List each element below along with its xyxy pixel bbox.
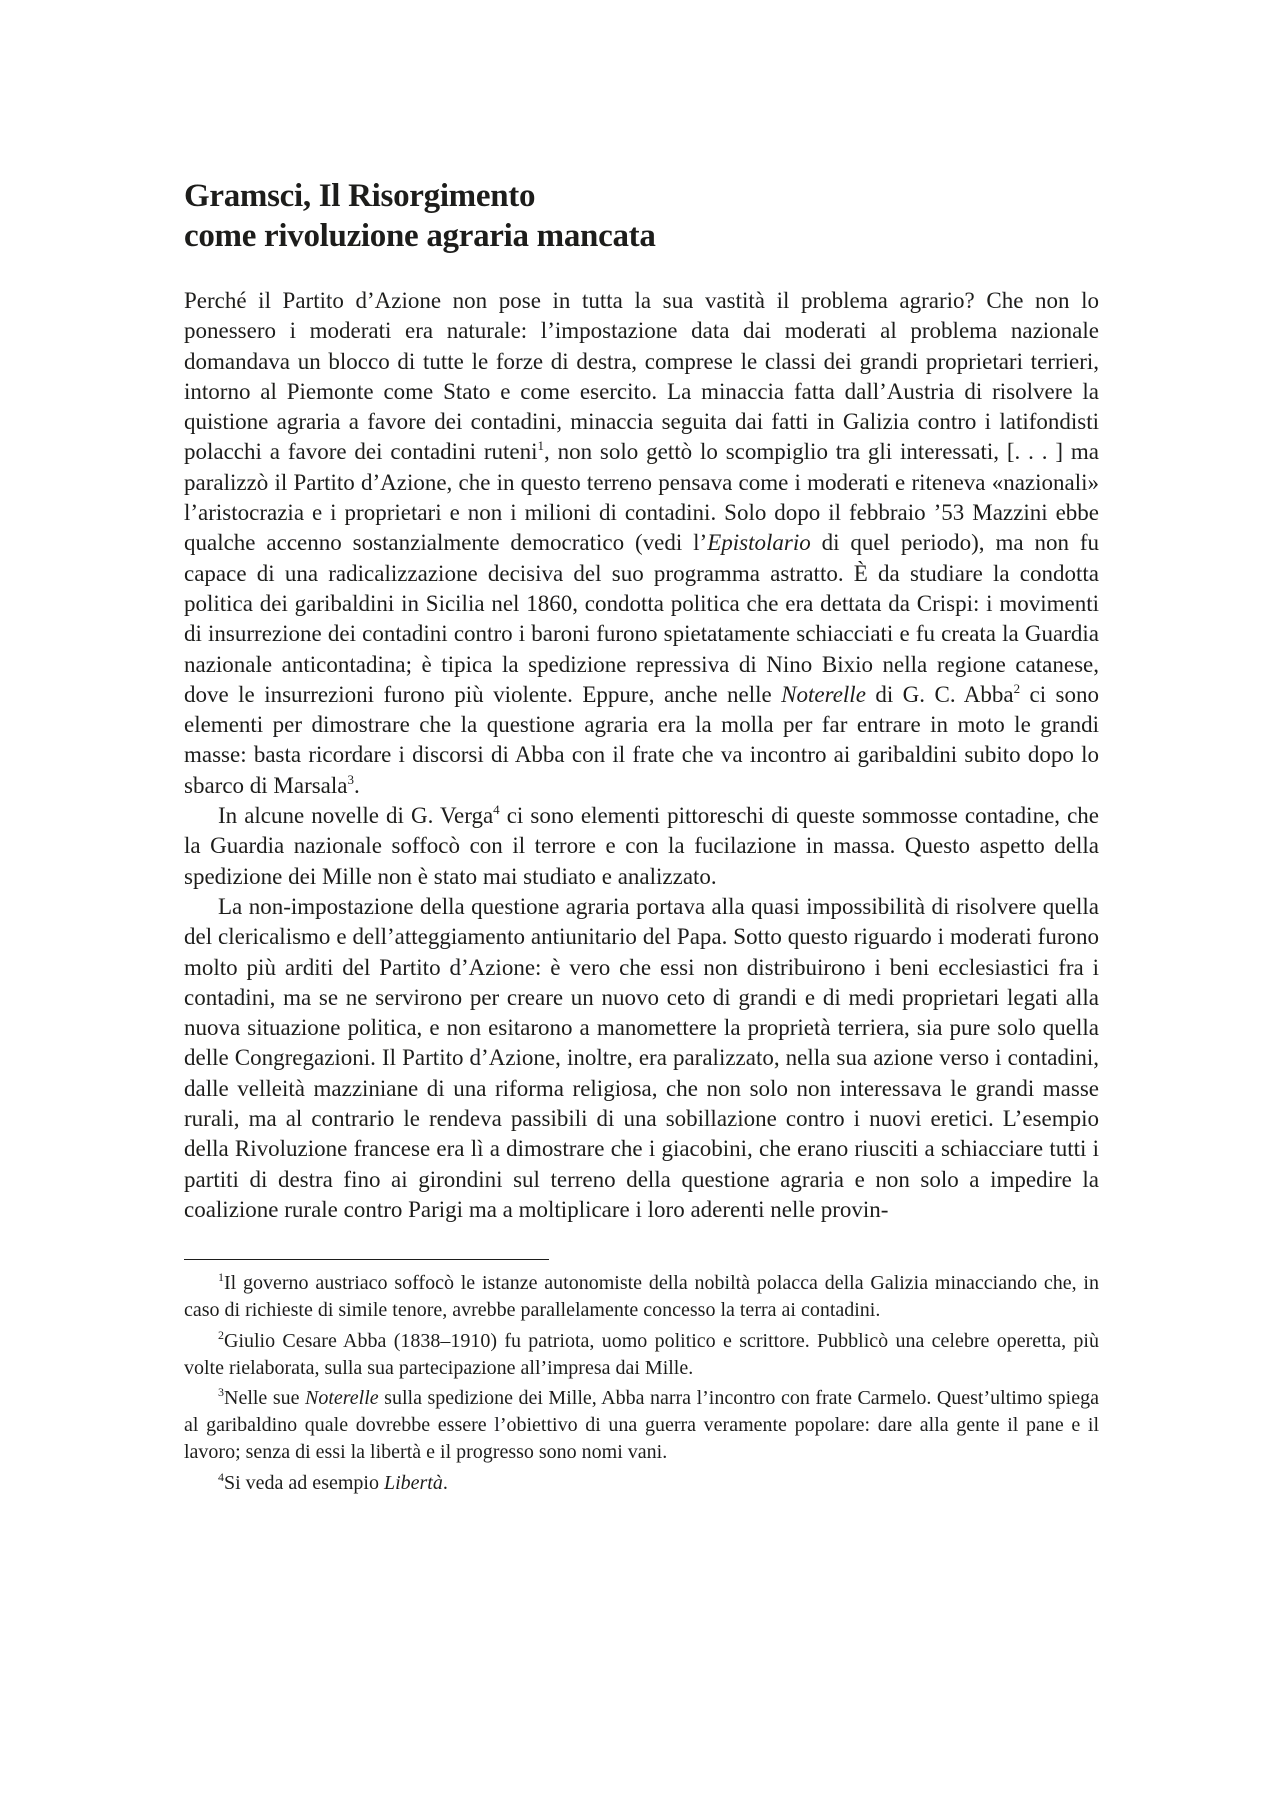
footnote-text: Si veda ad esempio (224, 1471, 384, 1494)
footnote-text: Nelle sue (224, 1387, 305, 1410)
footnote-ref-4: 4 (493, 802, 500, 818)
footnote-text: . (442, 1471, 448, 1494)
footnote-text: sulla spedizione dei Mille, Abba narra l’incontro con frate Carmelo. Quest’ultimo spiega al garibaldino quale dovrebbe essere l’obiettivo di una guerra veramente popolare: dare alla gente il pane e il lavoro; senza di essi la libertà e il progresso sono nomi vani. (184, 1387, 1099, 1463)
italic-title-liberta: Libertà (383, 1471, 443, 1494)
footnote-ref-1: 1 (537, 438, 544, 454)
paragraph-2-text: In alcune novelle di G. Verga (218, 803, 494, 829)
chapter-title (184, 176, 1099, 256)
paragraph-1-text: , non solo gettò lo scompiglio tra gli interessati, [. . . ] ma paralizzò il Partito d’Azione, che in questo terreno pensava come i moderati e riteneva «nazionali» l’aristocrazia e i proprietari e non i milioni di contadini. Solo dopo il febbraio ’53 Mazzini ebbe qualche accenno sostanzialmente democratico (vedi l’ (184, 439, 1099, 556)
paragraph-1-text: Perché il Partito d’Azione non pose in tutta la sua vastità il problema agrario? Che non lo ponessero i moderati era naturale: l’impostazione data dai moderati al problema nazionale domandava un blocco di tutte le forze di destra, comprese le classi dei grandi proprietari terrieri, intorno al Piemonte come Stato e come esercito. La minaccia fatta dall’Austria di risolvere la quistione agraria a favore dei contadini, minaccia seguita dai fatti in Galizia contro i latifondisti polacchi a favore dei contadini ruteni (184, 288, 1099, 465)
paragraph-2-text: ci sono elementi pittoreschi di queste sommosse contadine, che la Guardia nazionale soffocò con il terrore e con la fucilazione in massa. Questo aspetto della spedizione dei Mille non è stato mai studiato e analizzato. (184, 803, 1099, 889)
footnote-text: Giulio Cesare Abba (1838–1910) fu patriota, uomo politico e scrittore. Pubblicò una celebre operetta, più volte rielaborata, sulla sua partecipazione all’impresa dai Mille. (184, 1329, 1099, 1379)
footnote-ref-2: 2 (1013, 680, 1021, 696)
italic-title-epistolario: Epistolario (707, 530, 811, 556)
footnote-text: Il governo austriaco soffocò le istanze autonomiste della nobiltà polacca della Galizia minacciando che, in caso di richieste di simile tenore, avrebbe parallelamente concesso la terra ai contadini. (184, 1272, 1099, 1321)
body-text (184, 286, 1099, 1225)
footnote-number: 3 (218, 1385, 224, 1400)
paragraph-1-text: ci sono elementi per dimostrare che la questione agraria era la molla per far entrare in moto le grandi masse: basta ricordare i discorsi di Abba con il frate che va incontro ai garibaldini subito dopo lo sbarco di Marsala (184, 681, 1099, 798)
footnote-number: 2 (218, 1327, 224, 1342)
paragraph-1-text: di G. C. Abba (865, 681, 1014, 707)
footnote-1 (184, 1270, 1099, 1324)
footnote-4 (184, 1470, 1099, 1497)
chapter-title-line-2: come rivoluzione agraria mancata (184, 218, 656, 254)
paragraph-1-text: . (354, 772, 360, 798)
paragraph-1 (184, 286, 1099, 801)
footnote-ref-3: 3 (347, 771, 354, 787)
footnotes (184, 1270, 1099, 1496)
footnote-number: 1 (218, 1270, 224, 1285)
document-page (184, 176, 1099, 1497)
chapter-title-line-1: Gramsci, Il Risorgimento (184, 178, 536, 214)
italic-title-noterelle: Noterelle (781, 681, 866, 707)
footnote-separator (184, 1259, 549, 1260)
italic-title-noterelle: Noterelle (304, 1387, 379, 1410)
footnote-number: 4 (218, 1469, 224, 1484)
paragraph-3: La non-impostazione della questione agraria portava alla quasi impossibilità di risolvere quella del clericalismo e dell’atteggiamento antiunitario del Papa. Sotto questo riguardo i moderati furono molto più arditi del Partito d’Azione: è vero che essi non distribuirono i beni ecclesiastici fra i contadini, ma se ne servirono per creare un nuovo ceto di grandi e di medi proprietari legati alla nuova situazione politica, e non esitarono a manomettere la proprietà terriera, sia pure solo quella delle Congregazioni. Il Partito d’Azione, inoltre, era paralizzato, nella sua azione verso i contadini, dalle velleità mazziniane di una riforma religiosa, che non solo non interessava le grandi masse rurali, ma al contrario le rendeva passibili di una sobillazione contro i nuovi eretici. L’esempio della Rivoluzione francese era lì a dimostrare che i giacobini, che erano riusciti a schiacciare tutti i partiti di destra fino ai girondini sul terreno della questione agraria e non solo a impedire la coalizione rurale contro Parigi ma a moltiplicare i loro aderenti nelle provin- (184, 893, 1099, 1222)
paragraph-2 (184, 801, 1099, 892)
footnote-2 (184, 1328, 1099, 1382)
footnote-3 (184, 1385, 1099, 1465)
paragraph-1-text: di quel periodo), ma non fu capace di una radicalizzazione decisiva del suo programma astratto. È da studiare la condotta politica dei garibaldini in Sicilia nel 1860, condotta politica che era dettata da Crispi: i movimenti di insurrezione dei contadini contro i baroni furono spietatamente schiacciati e fu creata la Guardia nazionale anticontadina; è tipica la spedizione repressiva di Nino Bixio nella regione catanese, dove le insurrezioni furono più violente. Eppure, anche nelle (184, 530, 1100, 707)
